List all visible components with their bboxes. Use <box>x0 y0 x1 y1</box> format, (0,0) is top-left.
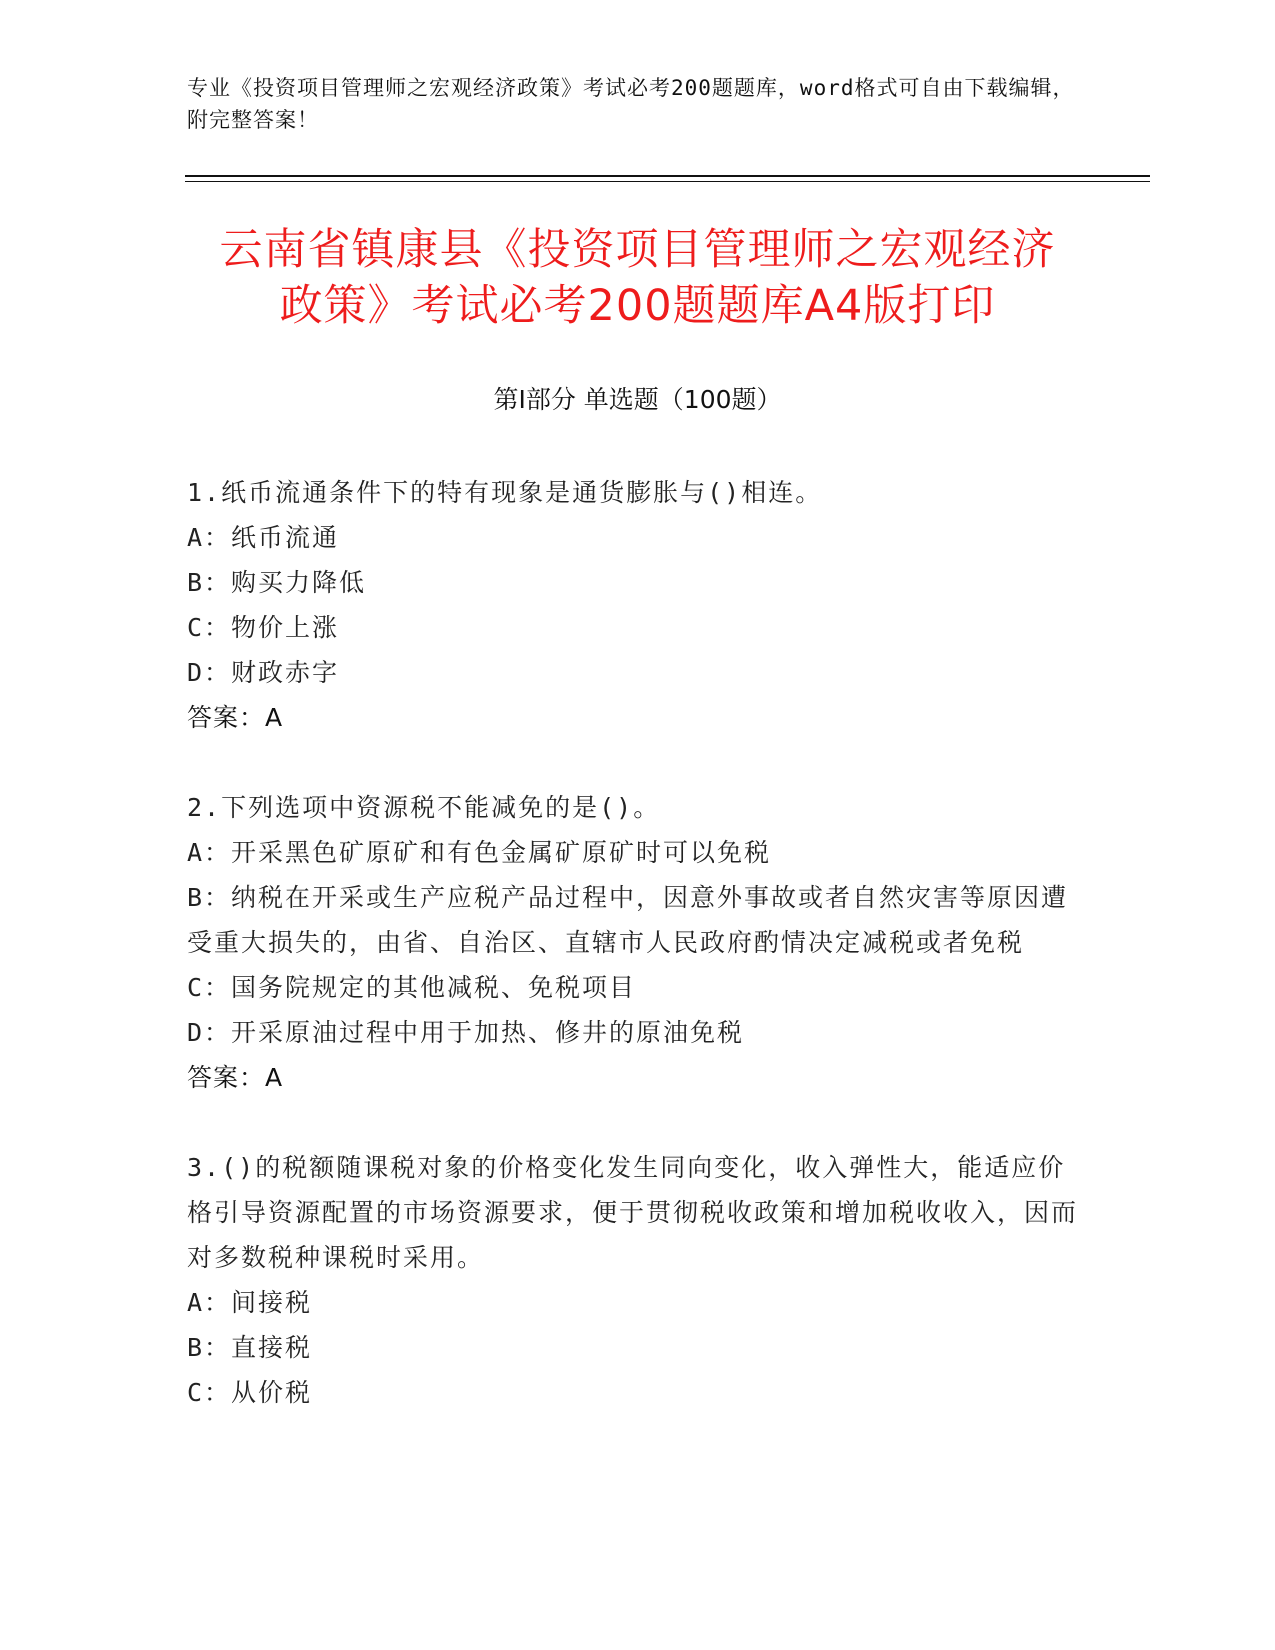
question-1 <box>187 470 1087 740</box>
document-title-line-2: 政策》考试必考200题题库A4版打印 <box>279 281 996 331</box>
section-title: 第I部分 单选题（100题） <box>493 385 782 414</box>
header-note: 专业《投资项目管理师之宏观经济政策》考试必考200题题库，word格式可自由下载编辑，附完整答案！ <box>187 76 1075 132</box>
option-c: C：国务院规定的其他减税、免税项目 <box>187 973 637 1002</box>
answer: 答案：A <box>187 1063 284 1092</box>
option-b: B：购买力降低 <box>187 568 367 597</box>
document-title <box>150 222 1125 334</box>
question-3 <box>187 1145 1087 1415</box>
option-a: A：开采黑色矿原矿和有色金属矿原矿时可以免税 <box>187 838 772 867</box>
answer: 答案：A <box>187 703 284 732</box>
option-c: C：物价上涨 <box>187 613 340 642</box>
option-d: D：财政赤字 <box>187 658 340 687</box>
question-stem: 3.()的税额随课税对象的价格变化发生同向变化，收入弹性大，能适应价格引导资源配置的市场资源要求，便于贯彻税收政策和增加税收收入，因而对多数税种课税时采用。 <box>187 1153 1079 1272</box>
option-d: D：开采原油过程中用于加热、修井的原油免税 <box>187 1018 745 1047</box>
question-stem: 1.纸币流通条件下的特有现象是通货膨胀与()相连。 <box>187 478 823 507</box>
document-title-line-1: 云南省镇康县《投资项目管理师之宏观经济 <box>219 225 1056 275</box>
header-rule-thick <box>185 175 1150 177</box>
question-list <box>187 470 1087 1460</box>
option-a: A：纸币流通 <box>187 523 340 552</box>
option-b: B：直接税 <box>187 1333 313 1362</box>
option-b: B：纳税在开采或生产应税产品过程中，因意外事故或者自然灾害等原因遭受重大损失的，由省、自治区、直辖市人民政府酌情决定减税或者免税 <box>187 883 1069 957</box>
option-a: A：间接税 <box>187 1288 313 1317</box>
header-rule-thin <box>185 181 1150 182</box>
option-c: C：从价税 <box>187 1378 313 1407</box>
question-stem: 2.下列选项中资源税不能减免的是()。 <box>187 793 661 822</box>
question-2 <box>187 785 1087 1100</box>
